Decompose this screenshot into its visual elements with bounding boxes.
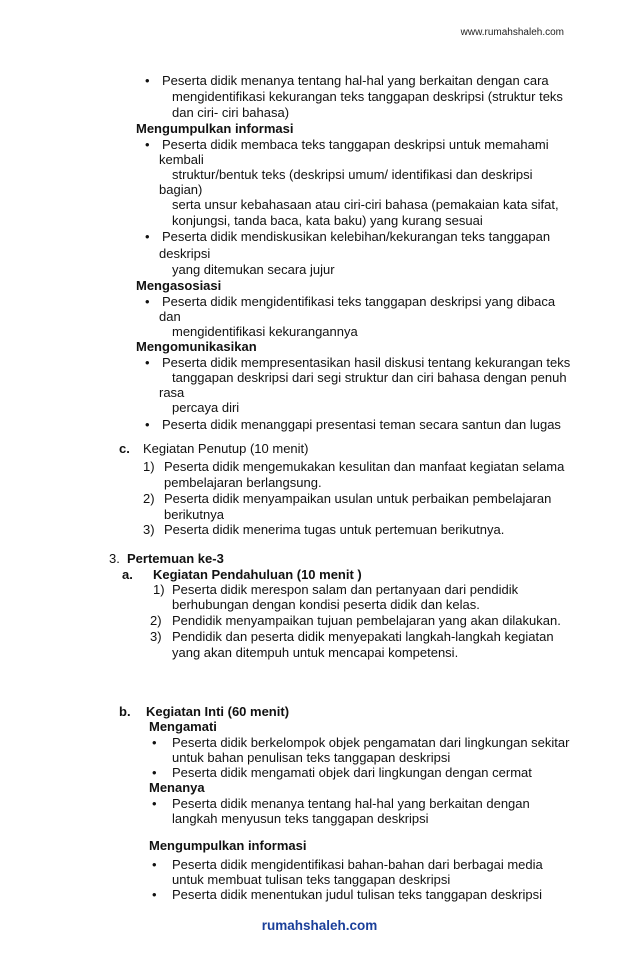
text-line: Peserta didik membaca teks tanggapan deskripsi untuk memahami (162, 137, 549, 152)
text-line: Peserta didik menentukan judul tulisan teks tanggapan deskripsi (172, 887, 543, 902)
bullet-icon: • (145, 229, 150, 244)
text-line: untuk membuat tulisan teks tanggapan deskripsi (172, 872, 451, 887)
text-line: Peserta didik menerima tugas untuk pertemuan berikutnya. (164, 522, 505, 537)
text-line: dan (159, 309, 181, 324)
text-line: Peserta didik mendiskusikan kelebihan/kekurangan teks tanggapan (162, 229, 551, 244)
text-line: Peserta didik mengamati objek dari lingkungan dengan cermat (172, 765, 532, 780)
text-line: deskripsi (159, 246, 211, 261)
text-line: Peserta didik mengidentifikasi bahan-bahan dari berbagai media (172, 857, 543, 872)
text-line: rasa (159, 385, 185, 400)
text-line: struktur/bentuk teks (deskripsi umum/ identifikasi dan deskripsi (172, 167, 533, 182)
footer-site: rumahshaleh.com (261, 918, 378, 933)
text-line: Peserta didik mengidentifikasi teks tanggapan deskripsi yang dibaca (162, 294, 556, 309)
text-line: Peserta didik merespon salam dan pertanyaan dari pendidik (172, 582, 519, 597)
pendahuluan-title: Kegiatan Pendahuluan (10 menit ) (153, 567, 362, 582)
text-line: mengidentifikasi kekurangannya (172, 324, 358, 339)
bullet-icon: • (145, 355, 150, 370)
list-number: 3) (150, 629, 162, 644)
list-number: 1) (143, 459, 155, 474)
list-number: 2) (150, 613, 162, 628)
text-line: mengidentifikasi kekurangan teks tanggapan deskripsi (struktur teks (172, 89, 563, 104)
list-number: 2) (143, 491, 155, 506)
text-line: yang ditemukan secara jujur (172, 262, 335, 277)
subheading-mengamati: Mengamati (149, 719, 217, 734)
pertemuan-title: Pertemuan ke-3 (127, 551, 224, 566)
pertemuan-number: 3. (109, 551, 120, 566)
list-number: 1) (153, 582, 165, 597)
text-line: konjungsi, tanda baca, kata baku) yang kurang sesuai (172, 213, 483, 228)
text-line: Peserta didik menanya tentang hal-hal yang berkaitan dengan (172, 796, 530, 811)
text-line: kembali (159, 152, 204, 167)
penutup-title: Kegiatan Penutup (10 menit) (143, 441, 309, 456)
text-line: langkah menyusun teks tanggapan deskripsi (172, 811, 429, 826)
text-line: Peserta didik mempresentasikan hasil diskusi tentang kekurangan teks (162, 355, 571, 370)
text-line: Pendidik menyampaikan tujuan pembelajaran yang akan dilakukan. (172, 613, 561, 628)
subheading-menanya: Menanya (149, 780, 205, 795)
text-line: untuk bahan penulisan teks tanggapan deskripsi (172, 750, 451, 765)
text-line: Peserta didik berkelompok objek pengamatan dari lingkungan sekitar (172, 735, 570, 750)
subheading-mengumpulkan: Mengumpulkan informasi (136, 121, 294, 136)
subheading-mengasosiasi: Mengasosiasi (136, 278, 222, 293)
text-line: Peserta didik menanya tentang hal-hal yang berkaitan dengan cara (162, 73, 549, 88)
bullet-icon: • (145, 137, 150, 152)
text-line: yang akan ditempuh untuk mencapai kompetensi. (172, 645, 459, 660)
list-number: 3) (143, 522, 155, 537)
text-line: Peserta didik menanggapi presentasi teman secara santun dan lugas (162, 417, 561, 432)
bullet-icon: • (145, 73, 150, 88)
penutup-letter: c. (119, 441, 130, 456)
text-line: pembelajaran berlangsung. (164, 475, 322, 490)
text-line: bagian) (159, 182, 203, 197)
text-line: berikutnya (164, 507, 224, 522)
bullet-icon: • (152, 735, 157, 750)
inti-letter: b. (119, 704, 131, 719)
text-line: serta unsur kebahasaan atau ciri-ciri bahasa (pemakaian kata sifat, (172, 197, 559, 212)
text-line: berhubungan dengan kondisi peserta didik dan kelas. (172, 597, 480, 612)
text-line: Peserta didik mengemukakan kesulitan dan manfaat kegiatan selama (164, 459, 565, 474)
text-line: dan ciri- ciri bahasa) (172, 105, 290, 120)
text-line: tanggapan deskripsi dari segi struktur dan ciri bahasa dengan penuh (172, 370, 567, 385)
bullet-icon: • (152, 796, 157, 811)
text-line: percaya diri (172, 400, 240, 415)
subheading-mengumpulkan: Mengumpulkan informasi (149, 838, 307, 853)
bullet-icon: • (152, 857, 157, 872)
header-url: www.rumahshaleh.com (460, 27, 564, 38)
text-line: Peserta didik menyampaikan usulan untuk perbaikan pembelajaran (164, 491, 552, 506)
inti-title: Kegiatan Inti (60 menit) (146, 704, 290, 719)
text-line: Pendidik dan peserta didik menyepakati langkah-langkah kegiatan (172, 629, 554, 644)
subheading-mengomunikasikan: Mengomunikasikan (136, 339, 257, 354)
bullet-icon: • (152, 887, 157, 902)
bullet-icon: • (145, 417, 150, 432)
bullet-icon: • (152, 765, 157, 780)
pendahuluan-letter: a. (122, 567, 133, 582)
bullet-icon: • (145, 294, 150, 309)
